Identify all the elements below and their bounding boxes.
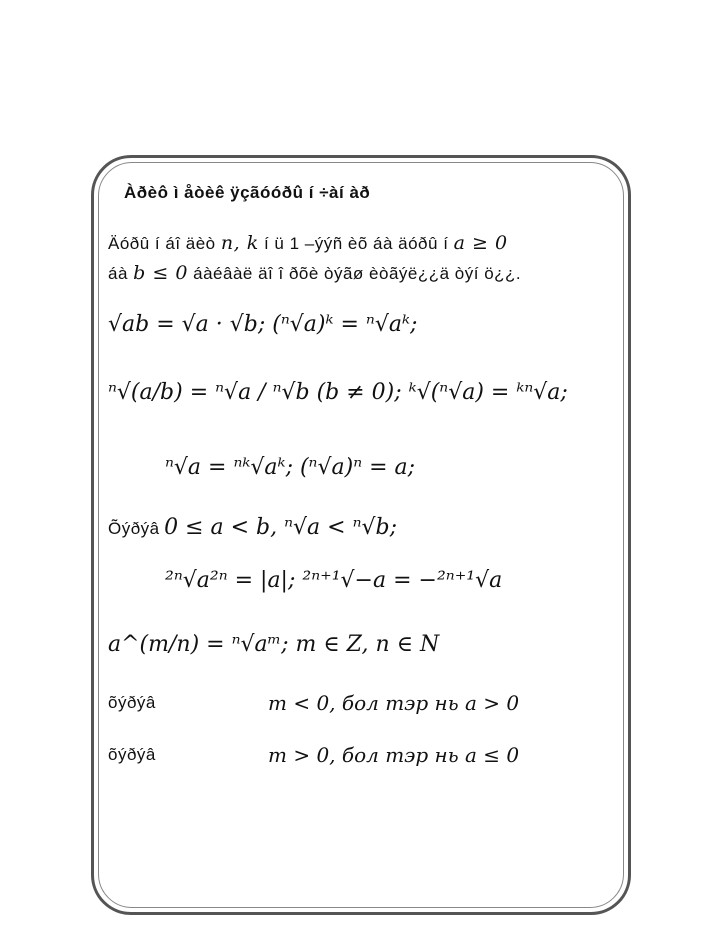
monotonic-label: Õýðýâ [108, 519, 160, 538]
condition-label-1: õýðýâ [108, 693, 156, 712]
formula-monotonic: 0 ≤ a < b, ⁿ√a < ⁿ√b; [164, 515, 398, 540]
intro-line-2 [108, 262, 521, 284]
condition-expr-1: m < 0, бол тэр нь a > 0 [268, 691, 520, 715]
intro-text-4: áàéâàë äî î ðõè òýãø èòãýë¿¿ä òýí ö¿¿. [193, 264, 522, 283]
formula-quotient-nested: ⁿ√(a/b) = ⁿ√a / ⁿ√b (b ≠ 0); ᵏ√(ⁿ√a) = ᵏⁿ√a; [108, 380, 568, 405]
formula-product-power: √ab = √a · √b; (ⁿ√a)ᵏ = ⁿ√aᵏ; [108, 312, 418, 337]
condition-label-2: õýðýâ [108, 745, 156, 764]
page-title: Àðèô ì åòèê ÿçãóóðû í ÷àí àð [124, 183, 371, 202]
intro-vars: n, k [220, 232, 259, 254]
intro-cond-a: a ≥ 0 [453, 232, 508, 254]
formula-rational-exponent: a^(m/n) = ⁿ√aᵐ; m ∈ Z, n ∈ N [108, 632, 440, 657]
formula-monotonic-row [108, 515, 397, 540]
condition-expr-2: m > 0, бол тэр нь a ≤ 0 [268, 743, 520, 767]
intro-line-1 [108, 232, 508, 254]
intro-text-2: í ü 1 –ýýñ èõ áà äóðû í [263, 234, 449, 253]
intro-text-3: áà [108, 264, 128, 283]
formula-index-power: ⁿ√a = ⁿᵏ√aᵏ; (ⁿ√a)ⁿ = a; [165, 455, 416, 480]
intro-cond-b: b ≤ 0 [133, 262, 188, 284]
formula-even-odd-roots: ²ⁿ√a²ⁿ = |a|; ²ⁿ⁺¹√−a = −²ⁿ⁺¹√a [165, 568, 503, 593]
intro-text-1: Äóðû í áî äèò [108, 234, 216, 253]
